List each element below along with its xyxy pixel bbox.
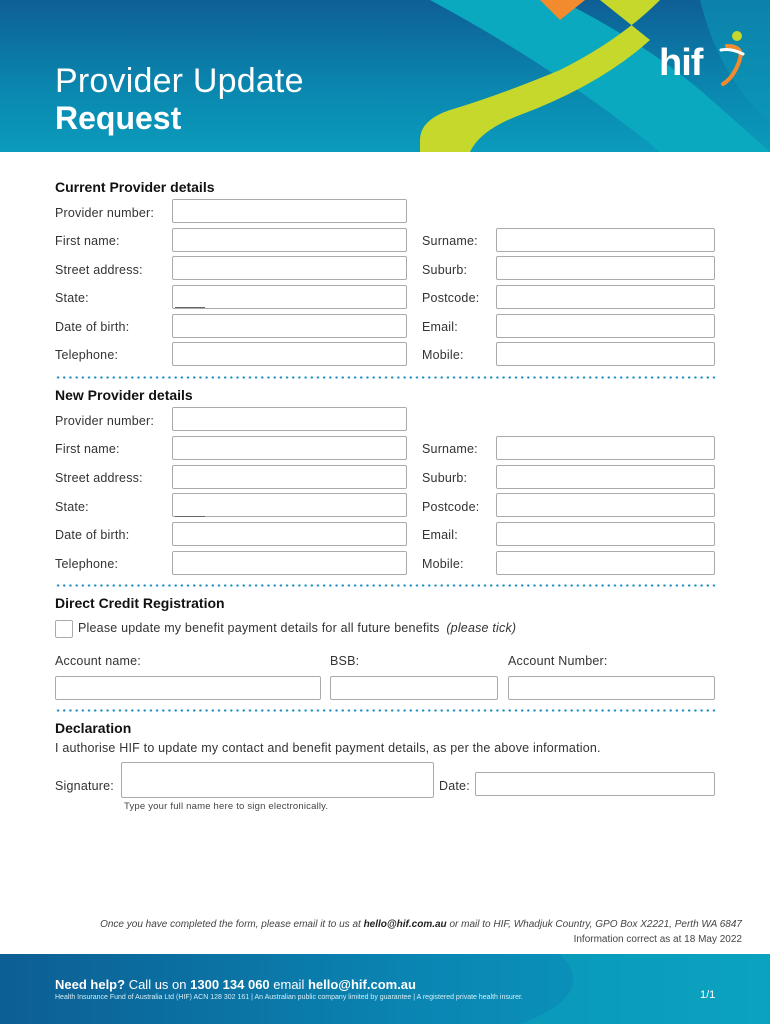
new-email-input[interactable] (496, 522, 715, 546)
current-street-label: Street address: (55, 263, 143, 277)
legal-text: Health Insurance Fund of Australia Ltd (HIF) ACN 128 302 161 | An Australian public company limited by guarantee | A registered private health insurer. (55, 994, 523, 1001)
note-pre: Once you have completed the form, please email it to us at (100, 919, 364, 930)
signature-label: Signature: (55, 779, 114, 793)
new-telephone-input[interactable] (172, 551, 407, 575)
new-postcode-label: Postcode: (422, 500, 480, 514)
current-first-name-input[interactable] (172, 228, 407, 252)
current-surname-label: Surname: (422, 234, 478, 248)
checkbox-label-text: Please update my benefit payment details for all future benefits (78, 621, 440, 635)
current-telephone-input[interactable] (172, 342, 407, 366)
submission-note (100, 919, 742, 930)
current-provider-number-label: Provider number: (55, 206, 155, 220)
current-email-input[interactable] (496, 314, 715, 338)
info-date: Information correct as at 18 May 2022 (573, 934, 742, 945)
state-dropdown-underline (175, 516, 205, 517)
current-mobile-label: Mobile: (422, 348, 464, 362)
new-suburb-label: Suburb: (422, 471, 468, 485)
current-provider-number-input[interactable] (172, 199, 407, 223)
help-line (55, 977, 416, 992)
new-dob-label: Date of birth: (55, 528, 130, 542)
new-street-input[interactable] (172, 465, 407, 489)
current-dob-label: Date of birth: (55, 320, 130, 334)
current-mobile-input[interactable] (496, 342, 715, 366)
current-dob-input[interactable] (172, 314, 407, 338)
title-line-1: Provider Update (55, 62, 304, 100)
update-benefit-checkbox[interactable] (55, 620, 73, 638)
new-dob-input[interactable] (172, 522, 407, 546)
section-new-title: New Provider details (55, 387, 193, 403)
dotted-divider (55, 709, 715, 712)
new-telephone-label: Telephone: (55, 557, 119, 571)
page-footer (0, 954, 770, 1024)
hif-logo (655, 28, 755, 88)
current-first-name-label: First name: (55, 234, 120, 248)
account-name-input[interactable] (55, 676, 321, 700)
new-first-name-label: First name: (55, 442, 120, 456)
date-input[interactable] (475, 772, 715, 796)
page-number: 1/1 (700, 989, 716, 1001)
section-direct-credit-title: Direct Credit Registration (55, 595, 225, 611)
signature-input[interactable] (121, 762, 434, 798)
current-suburb-label: Suburb: (422, 263, 468, 277)
new-provider-number-input[interactable] (172, 407, 407, 431)
bsb-label: BSB: (330, 654, 360, 668)
account-number-label: Account Number: (508, 654, 608, 668)
new-email-label: Email: (422, 528, 458, 542)
phone-number[interactable]: 1300 134 060 (190, 977, 270, 992)
dotted-divider (55, 584, 715, 587)
page-header (0, 0, 770, 152)
checkbox-note: (please tick) (446, 621, 517, 635)
new-mobile-input[interactable] (496, 551, 715, 575)
new-mobile-label: Mobile: (422, 557, 464, 571)
new-provider-number-label: Provider number: (55, 414, 155, 428)
new-postcode-input[interactable] (496, 493, 715, 517)
logo-text: hif (659, 42, 703, 84)
state-dropdown-underline (175, 307, 205, 308)
current-postcode-input[interactable] (496, 285, 715, 309)
new-state-input[interactable] (172, 493, 407, 517)
date-label: Date: (439, 779, 470, 793)
current-state-label: State: (55, 291, 89, 305)
current-telephone-label: Telephone: (55, 348, 119, 362)
current-street-input[interactable] (172, 256, 407, 280)
section-current-title: Current Provider details (55, 179, 215, 195)
signature-hint: Type your full name here to sign electronically. (124, 801, 329, 812)
logo-figure-icon (717, 28, 753, 88)
footer-email-link[interactable]: hello@hif.com.au (307, 977, 416, 992)
new-surname-input[interactable] (496, 436, 715, 460)
current-postcode-label: Postcode: (422, 291, 480, 305)
new-state-label: State: (55, 500, 89, 514)
checkbox-label (78, 621, 516, 635)
current-surname-input[interactable] (496, 228, 715, 252)
new-first-name-input[interactable] (172, 436, 407, 460)
account-name-label: Account name: (55, 654, 141, 668)
call-us-text: Call us on (125, 977, 191, 992)
email-word: email (269, 977, 308, 992)
dotted-divider (55, 376, 715, 379)
title-line-2: Request (55, 100, 182, 136)
new-suburb-input[interactable] (496, 465, 715, 489)
current-suburb-input[interactable] (496, 256, 715, 280)
bsb-input[interactable] (330, 676, 498, 700)
declaration-text: I authorise HIF to update my contact and benefit payment details, as per the above information. (55, 741, 601, 755)
current-email-label: Email: (422, 320, 458, 334)
section-declaration-title: Declaration (55, 720, 132, 736)
note-email-link[interactable]: hello@hif.com.au (363, 919, 447, 930)
note-post: or mail to HIF, Whadjuk Country, GPO Box X2221, Perth WA 6847 (446, 919, 742, 930)
current-state-input[interactable] (172, 285, 407, 309)
account-number-input[interactable] (508, 676, 715, 700)
need-help-text: Need help? (55, 977, 126, 992)
new-street-label: Street address: (55, 471, 143, 485)
new-surname-label: Surname: (422, 442, 478, 456)
